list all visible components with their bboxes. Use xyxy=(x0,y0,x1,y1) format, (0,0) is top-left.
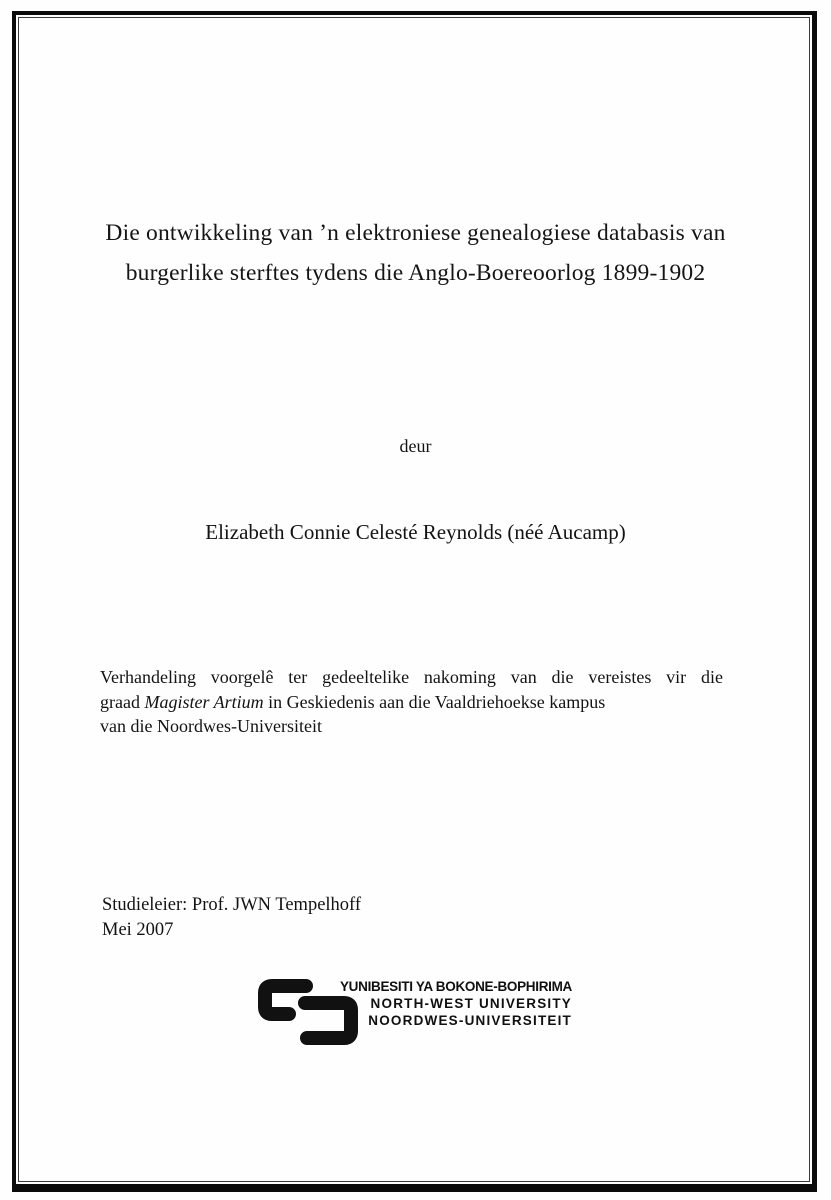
author-name: Elizabeth Connie Celesté Reynolds (néé Aucamp) xyxy=(205,520,626,544)
supervisor-line: Studieleier: Prof. JWN Tempelhoff xyxy=(102,895,362,915)
university-name-setswana: YUNIBESITI YA BOKONE-BOPHIRIMA xyxy=(339,979,572,994)
degree-statement-line-2 xyxy=(100,690,723,715)
university-name-english: NORTH-WEST UNIVERSITY xyxy=(370,996,572,1011)
university-name-afrikaans: NOORDWES-UNIVERSITEIT xyxy=(368,1013,572,1028)
magister-artium-italic: Magister Artium xyxy=(144,691,264,712)
degree-statement-line-1: Verhandeling voorgelê ter gedeeltelike nakoming van die vereistes vir die xyxy=(100,667,723,687)
degree-statement xyxy=(100,665,723,739)
university-wordmark xyxy=(310,978,572,1029)
degree-statement-line-2-post: in Geskiedenis aan die Vaaldriehoekse kampus xyxy=(263,691,606,712)
byline-deur: deur xyxy=(399,436,432,456)
thesis-title-line-1: Die ontwikkeling van ’n elektroniese genealogiese databasis van xyxy=(105,220,726,246)
degree-statement-line-3: van die Noordwes-Universiteit xyxy=(100,716,322,737)
supervisor-block xyxy=(102,893,361,943)
thesis-title xyxy=(0,213,831,293)
date-line: Mei 2007 xyxy=(102,920,174,940)
thesis-title-line-2: burgerlike sterftes tydens die Anglo-Boereoorlog 1899-1902 xyxy=(125,260,706,286)
degree-statement-line-2-pre: graad xyxy=(100,691,145,712)
